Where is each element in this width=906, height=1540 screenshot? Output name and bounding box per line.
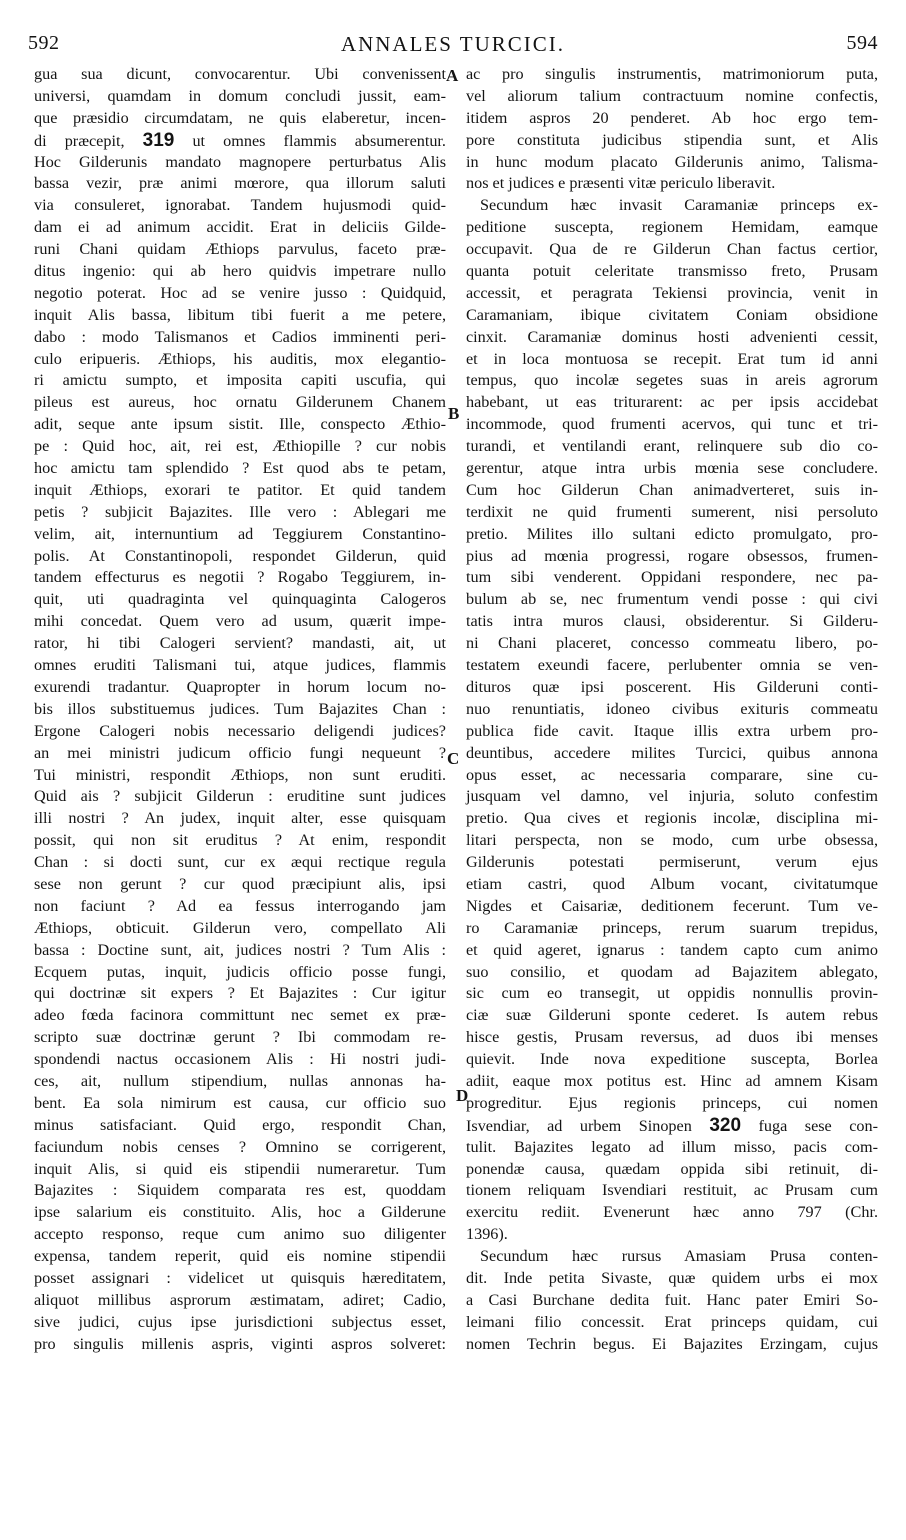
- text-line: possit, qui non sit eruditus ? At enim, respondit: [34, 831, 446, 850]
- page-header: [28, 32, 878, 60]
- text-line: occupavit. Qua de re Gilderun Chan factus certior,: [466, 240, 878, 259]
- text-line: 1396).: [466, 1225, 508, 1244]
- text-line: ri amictu sumpto, et imposita capiti uscufia, qui: [34, 371, 446, 390]
- text-line: nuo renuntiatis, idoneo civibus exituris commeatu: [466, 699, 878, 718]
- text-line: hisce gestis, Prusam reversus, ad duos ibi menses: [466, 1028, 878, 1047]
- text-line: exercitu rediit. Evenerunt hæc anno 797 (Chr.: [466, 1203, 878, 1222]
- margin-marker-d: D: [456, 1086, 469, 1105]
- text-line: polis. At Constantinopoli, respondet Gilderun, quid: [34, 546, 446, 565]
- text-line: bis illos substituemus judices. Tum Bajazites Chan :: [34, 699, 446, 718]
- text-line: pe : Quid hoc, ait, rei est, Æthiopille ? cur nobis: [34, 437, 446, 456]
- text-line: a Casi Burchane dedita fuit. Hanc pater Emiri So-: [466, 1290, 878, 1309]
- text-line: pro singulis millenis aspris, viginti aspros solveret:: [34, 1334, 446, 1353]
- text-line: peditione suscepta, regionem Hemidam, eamque: [466, 218, 878, 237]
- text-line: et quid ageret, ignarus : tandem capto cum animo: [466, 940, 878, 959]
- text-line: sive judici, cujus ipse jurisdictioni subjectus esset,: [34, 1312, 446, 1331]
- text-line: etiam castri, quod Album vocant, civitatumque: [466, 874, 878, 893]
- running-title: ANNALES TURCICI.: [340, 32, 566, 56]
- text-line: dabo : modo Talismanos et Cadios imminenti peri-: [34, 327, 446, 346]
- text-line: Ecquem putas, inquit, judicis officio posse fungi,: [34, 962, 446, 981]
- text-line: bulum ab se, nec frumentum vendi posse : qui civi: [466, 590, 878, 609]
- text-line: suo consilio, et quodam ad Bajazitem ablegato,: [466, 962, 878, 981]
- text-line: tempus, quo incolæ segetes suas in areis agrorum: [466, 371, 878, 390]
- page-number-left: 592: [28, 32, 60, 54]
- text-line: Ergone Calogeri nobis necessario deligendi judices?: [34, 721, 446, 740]
- text-line: an mei ministri judicum officio fungi nequeunt ?: [34, 743, 446, 762]
- text-line: ro Caramaniæ princeps, rerum suarum trepidus,: [466, 918, 878, 937]
- text-line: non faciunt ? Ad ea fessus interrogando jam: [34, 896, 446, 915]
- text-line: terdixit ne quid frumenti sumerent, nisi persoluto: [466, 502, 878, 521]
- marginal-number: 319: [142, 129, 175, 151]
- text-line: incommode, quod frumenti acervos, qui tunc et tri-: [466, 415, 878, 434]
- text-line: tionem reliquam Isvendiari restituit, ac Prusam cum: [466, 1181, 878, 1200]
- text-line: Secundum hæc rursus Amasiam Prusa conten-: [480, 1247, 878, 1266]
- text-line: bent. Ea sola nimirum est causa, cur officio suo: [34, 1093, 446, 1112]
- text-line: testatem exeundi facere, perlubenter omnia se ven-: [466, 656, 878, 675]
- text-line: hoc amictu tam splendido ? Est quod abs te petam,: [34, 459, 446, 478]
- text-line: nos et judices e præsenti vitæ periculo liberavit.: [466, 174, 776, 193]
- text-line: sic cum eo transegit, ut oppidis nonnullis provin-: [466, 984, 878, 1003]
- text-line: Hoc Gilderunis mandato magnopere perturbatus Alis: [34, 152, 446, 171]
- text-line: adiit, eaque mox potitus est. Hinc ad amnem Kisam: [466, 1071, 878, 1090]
- text-line: que præsidio circumdatam, ne quis elaberetur, incen-: [34, 108, 446, 127]
- text-line: Secundum hæc invasit Caramaniæ princeps ex-: [480, 196, 878, 215]
- text-line: petis ? subjicit Bajazites. Ille vero : Ablegari me: [34, 502, 446, 521]
- text-line: universi, quamdam in domum concludi jussit, eam-: [34, 86, 446, 105]
- text-line: ponendæ causa, quædam oppida sibi retinuit, di-: [466, 1159, 878, 1178]
- text-line: habebant, ut eas triturarent: ac per ipsis accidebat: [466, 393, 878, 412]
- line-text: ut omnes flammis absumerentur.: [192, 131, 446, 150]
- text-line: pore constituta judicibus stipendia sunt, et Alis: [466, 130, 878, 149]
- text-line: adit, seque ante ipsum sistit. Ille, conspecto Æthio-: [34, 415, 446, 434]
- text-line: ni Chani placeret, concesso commeatu libero, po-: [466, 634, 878, 653]
- text-line: accepto responso, reque cum animo suo diligenter: [34, 1225, 446, 1244]
- text-line: Cum hoc Gilderun Chan animadverteret, suis in-: [466, 480, 878, 499]
- line-text: Isvendiar, ad urbem Sinopen: [466, 1116, 692, 1135]
- text-line: runi Chani quidam Æthiops parvulus, faceto præ-: [34, 240, 446, 259]
- text-line: Caramaniam, ibique civitatem Coniam obsidione: [466, 305, 878, 324]
- margin-marker-b: B: [448, 404, 460, 423]
- text-line: progreditur. Ejus regionis princeps, cui nomen: [466, 1093, 878, 1112]
- text-line: dam ei ad animum accidit. Erat in deliciis Gilde-: [34, 218, 446, 237]
- text-line: Gilderunis potestati permiserunt, verum ejus: [466, 853, 878, 872]
- text-line: tulit. Bajazites legato ad illum misso, pacis com-: [466, 1137, 878, 1156]
- text-line: exurendi tradantur. Quapropter in horum locum no-: [34, 677, 446, 696]
- text-line: gerentur, atque intra urbis mœnia sese concludere.: [466, 459, 878, 478]
- text-line: sese non gerunt ? cur quod præcipiunt alis, ipsi: [34, 874, 446, 893]
- text-line: illi nostri ? An judex, inquit alter, esse quisquam: [34, 809, 446, 828]
- text-line: scripto suæ doctrinæ gerunt ? Ibi commodam re-: [34, 1028, 446, 1047]
- text-line: ipse salarium eis constituito. Alis, hoc a Gilderune: [34, 1203, 446, 1222]
- text-line: faciundum nobis censes ? Omnino se corrigerent,: [34, 1137, 446, 1156]
- text-line: quievit. Inde nova expeditione suscepta, Borlea: [466, 1050, 878, 1069]
- text-line: negotio poterat. Hoc ad se venire jusso : Quidquid,: [34, 283, 446, 302]
- text-line: tum sibi venderent. Oppidani respondere, nec pa-: [466, 568, 878, 587]
- text-line: adeo fœda facinora committunt nec semet ex præ-: [34, 1006, 446, 1025]
- text-line: turandi, et ventilandi erant, relinquere sub dio co-: [466, 437, 878, 456]
- text-line: rator, hi tibi Calogeri servient? mandasti, ait, ut: [34, 634, 446, 653]
- text-line: omnes eruditi Talismani tui, atque judices, flammis: [34, 656, 446, 675]
- text-line: quanta potuit celeritate transmisso freto, Prusam: [466, 262, 878, 281]
- text-line: Bajazites : Siquidem comparata res est, quoddam: [34, 1181, 446, 1200]
- text-line: pretio. Milites illo sultani edicto promulgato, pro-: [466, 524, 878, 543]
- text-line: nomen Techrin begus. Ei Bajazites Erzingam, cujus: [466, 1334, 878, 1353]
- text-line: [34, 130, 446, 152]
- text-line: jusquam vel damno, vel injuria, soluto confestim: [466, 787, 878, 806]
- text-line: deuntibus, accedere milites Turcici, quibus annona: [466, 743, 878, 762]
- text-line: dit. Inde petita Sivaste, quæ quidem urbs ei mox: [466, 1268, 878, 1287]
- text-line: spondendi nactus occasionem Alis : Hi nostri judi-: [34, 1050, 446, 1069]
- text-line: bassa vezir, præ animi mœrore, qua illorum saluti: [34, 174, 446, 193]
- text-line: quit, uti quadraginta vel quinquaginta Calogeros: [34, 590, 446, 609]
- margin-marker-a: A: [446, 66, 459, 85]
- text-line: inquit Alis, si quid eis stipendii numeraretur. Tum: [34, 1159, 446, 1178]
- text-line: ciæ suæ Gilderuni sponte cederet. Is autem rebus: [466, 1006, 878, 1025]
- text-line: culo eripueris. Æthiops, his auditis, mox elegantio-: [34, 349, 446, 368]
- text-line: inquit Æthiops, exorari te patitor. Et quid tandem: [34, 480, 446, 499]
- text-line: accessit, et peragrata Tekiensi provincia, venit in: [466, 283, 878, 302]
- left-text-column: [34, 64, 446, 1356]
- text-line: tatis intra muros clausi, obsiderentur. Si Gilderu-: [466, 612, 878, 631]
- line-text: di præcepit,: [34, 131, 125, 150]
- right-text-column: [466, 64, 878, 1356]
- text-line: itidem aspros 20 penderet. Ab hoc ergo tem-: [466, 108, 878, 127]
- marginal-number: 320: [709, 1114, 742, 1136]
- page-number-right: 594: [846, 32, 878, 54]
- text-line: tandem effecturus es negotii ? Rogabo Teggiurem, in-: [34, 568, 446, 587]
- text-line: cinxit. Caramaniæ dominus hosti advenienti cessit,: [466, 327, 878, 346]
- text-line: Chan : si docti sunt, cur ex æqui rectique regula: [34, 853, 446, 872]
- text-line: ditus ingenio: qui ab hero quidvis impetrare nullo: [34, 262, 446, 281]
- text-line: pius ad mœnia progressi, rogare obsessos, frumen-: [466, 546, 878, 565]
- text-line: Quid ais ? subjicit Gilderun : eruditine sunt judices: [34, 787, 446, 806]
- text-line: bassa : Doctine sunt, ait, judices nostri ? Tum Alis :: [34, 940, 446, 959]
- text-line: ces, ait, nullum stipendium, nullas annonas ha-: [34, 1071, 446, 1090]
- text-line: in hunc modum placato Gilderunis animo, Talisma-: [466, 152, 878, 171]
- text-line: expensa, tandem reperit, quid eis nomine stipendii: [34, 1247, 446, 1266]
- text-line: gua sua dicunt, convocarentur. Ubi convenissent: [34, 65, 446, 83]
- text-line: mihi concedat. Quem vero ad usum, quærit impe-: [34, 612, 446, 631]
- text-line: pretio. Qua cives et regionis incolæ, disciplina mi-: [466, 809, 878, 828]
- text-line: posset assignari : videlicet ut quisquis hæreditatem,: [34, 1268, 446, 1287]
- text-line: inquit Alis bassa, libitum tibi fuerit a me petere,: [34, 305, 446, 324]
- text-line: aliquot millibus asprorum æstimatam, adiret; Cadio,: [34, 1290, 446, 1309]
- text-line: Tui ministri, respondit Æthiops, non sunt eruditi.: [34, 765, 446, 784]
- text-line: et in loca montuosa se recepit. Erat tum id anni: [466, 349, 878, 368]
- text-line: dituros quæ ipsi poscerent. His Gilderuni conti-: [466, 677, 878, 696]
- text-line: Nigdes et Caisariæ, deditionem fecerunt. Tum ve-: [466, 896, 878, 915]
- text-line: litari perspecta, non se modo, cum urbe obsessa,: [466, 831, 878, 850]
- text-line: Æthiops, obticuit. Gilderun vero, compellato Ali: [34, 918, 446, 937]
- text-line: via consuleret, ignorabat. Tandem hujusmodi quid-: [34, 196, 446, 215]
- text-line: ac pro singulis instrumentis, matrimoniorum puta,: [466, 65, 878, 83]
- text-line: opus esset, ac necessaria comparare, sine cu-: [466, 765, 878, 784]
- line-text: fuga sese con-: [758, 1116, 879, 1135]
- text-line: qui doctrinæ sit expers ? Et Bajazites : Cur igitur: [34, 984, 446, 1003]
- text-line: leimani filio concessit. Erat princeps quidam, cui: [466, 1312, 878, 1331]
- text-line: publica fide cavit. Itaque illis extra urbem pro-: [466, 721, 878, 740]
- text-line: vel aliorum talium contractuum nomine confectis,: [466, 86, 878, 105]
- margin-marker-c: C: [447, 749, 460, 768]
- text-line: pileus est aureus, hoc ornatu Gilderunem Chanem: [34, 393, 446, 412]
- text-line: minus satisfaciant. Quid ergo, respondit Chan,: [34, 1115, 446, 1134]
- text-line: [466, 1115, 878, 1137]
- text-line: velim, ait, internuntium ad Teggiurem Constantino-: [34, 524, 446, 543]
